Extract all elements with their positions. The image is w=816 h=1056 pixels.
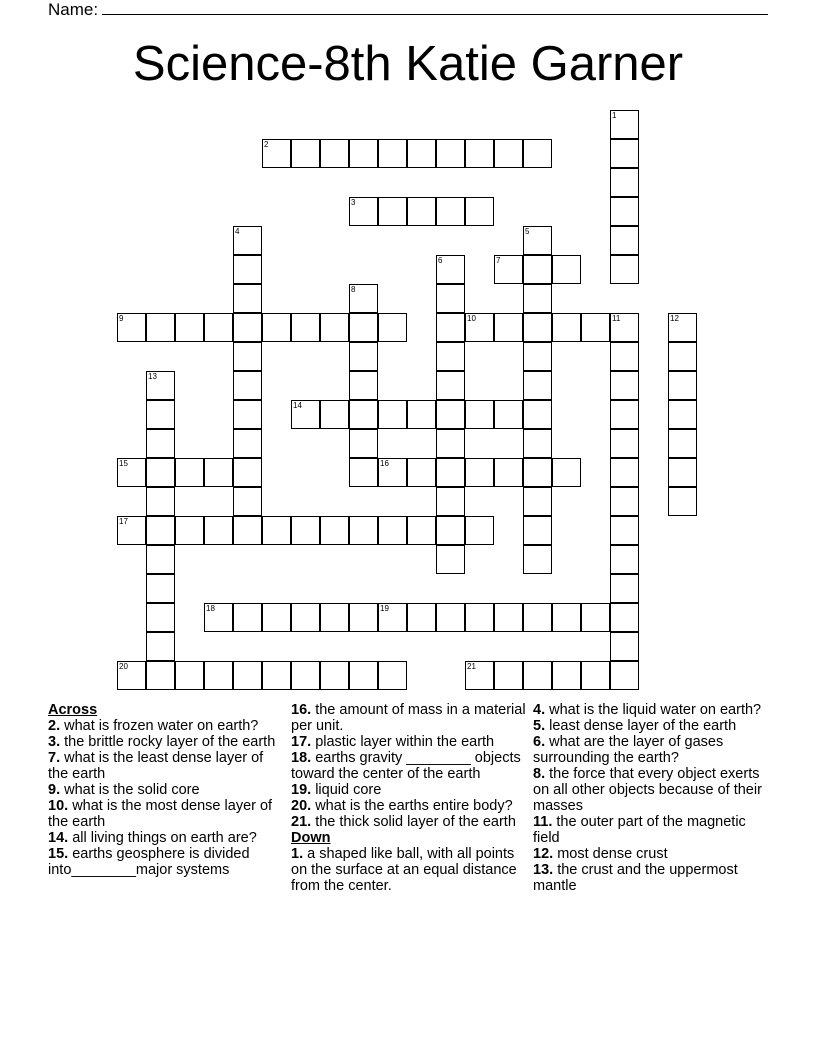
- cell-number: 16: [380, 459, 389, 468]
- crossword-cell[interactable]: [117, 313, 146, 342]
- cell-number: 8: [351, 285, 356, 294]
- crossword-cell[interactable]: [523, 545, 552, 574]
- clue-number: 14.: [48, 830, 69, 846]
- down-clue: [533, 846, 769, 862]
- crossword-cell[interactable]: [349, 371, 378, 400]
- crossword-cell[interactable]: [523, 603, 552, 632]
- cell-number: 3: [351, 198, 356, 207]
- across-clue: [48, 734, 284, 750]
- cell-number: 6: [438, 256, 443, 265]
- clue-number: 10.: [48, 798, 69, 814]
- crossword-cell[interactable]: [117, 458, 146, 487]
- crossword-cell[interactable]: [610, 255, 639, 284]
- crossword-cell[interactable]: [610, 458, 639, 487]
- crossword-cell[interactable]: [552, 313, 581, 342]
- crossword-cell[interactable]: [436, 284, 465, 313]
- clue-column-2: [291, 702, 527, 894]
- clue-text: what are the layer of gases surrounding the earth?: [533, 734, 724, 766]
- crossword-cell[interactable]: [523, 458, 552, 487]
- crossword-cell[interactable]: [581, 313, 610, 342]
- down-clue: [533, 862, 769, 894]
- clue-text: the crust and the uppermost mantle: [533, 862, 738, 894]
- crossword-cell[interactable]: [117, 516, 146, 545]
- crossword-cell[interactable]: [291, 313, 320, 342]
- clue-text: all living things on earth are?: [68, 830, 257, 846]
- clue-column-3: [533, 702, 769, 894]
- crossword-cell[interactable]: [146, 574, 175, 603]
- across-clue: [291, 798, 527, 814]
- down-clue: [533, 702, 769, 718]
- crossword-cell[interactable]: [407, 139, 436, 168]
- clue-number: 19.: [291, 782, 312, 798]
- crossword-cell[interactable]: [233, 603, 262, 632]
- crossword-cell[interactable]: [320, 661, 349, 690]
- crossword-cell[interactable]: [523, 255, 552, 284]
- crossword-cell[interactable]: [233, 342, 262, 371]
- crossword-cell[interactable]: [494, 458, 523, 487]
- clue-text: most dense crust: [553, 846, 668, 862]
- crossword-cell[interactable]: [523, 400, 552, 429]
- crossword-cell[interactable]: [117, 661, 146, 690]
- down-clue: [291, 846, 527, 894]
- crossword-cell[interactable]: [233, 226, 262, 255]
- crossword-cell[interactable]: [552, 255, 581, 284]
- across-clue: [48, 718, 284, 734]
- crossword-cell[interactable]: [291, 139, 320, 168]
- crossword-cell[interactable]: [349, 139, 378, 168]
- crossword-cell[interactable]: [610, 545, 639, 574]
- crossword-cell[interactable]: [610, 139, 639, 168]
- crossword-cell[interactable]: [291, 661, 320, 690]
- crossword-cell[interactable]: [494, 255, 523, 284]
- crossword-cell[interactable]: [291, 400, 320, 429]
- crossword-cell[interactable]: [146, 661, 175, 690]
- crossword-cell[interactable]: [610, 226, 639, 255]
- clue-text: earths geosphere is divided into________major systems: [48, 846, 250, 878]
- clue-text: the brittle rocky layer of the earth: [60, 734, 276, 750]
- crossword-cell[interactable]: [610, 313, 639, 342]
- clue-number: 17.: [291, 734, 312, 750]
- cell-number: 11: [612, 314, 621, 323]
- crossword-cell[interactable]: [233, 516, 262, 545]
- clue-number: 9.: [48, 782, 61, 798]
- crossword-cell[interactable]: [349, 516, 378, 545]
- crossword-cell[interactable]: [668, 429, 697, 458]
- crossword-cell[interactable]: [436, 458, 465, 487]
- clue-number: 20.: [291, 798, 312, 814]
- down-clue: [533, 766, 769, 814]
- across-heading: Across: [48, 702, 98, 718]
- clue-text: what is the earths entire body?: [311, 798, 513, 814]
- clue-number: 8.: [533, 766, 546, 782]
- crossword-cell[interactable]: [291, 603, 320, 632]
- crossword-cell[interactable]: [523, 487, 552, 516]
- across-clue: [48, 782, 284, 798]
- cell-number: 9: [119, 314, 124, 323]
- crossword-cell[interactable]: [523, 371, 552, 400]
- crossword-cell[interactable]: [175, 516, 204, 545]
- crossword-cell[interactable]: [581, 661, 610, 690]
- clue-number: 15.: [48, 846, 69, 862]
- crossword-cell[interactable]: [436, 429, 465, 458]
- across-clue: [291, 782, 527, 798]
- crossword-cell[interactable]: [465, 313, 494, 342]
- crossword-cell[interactable]: [668, 313, 697, 342]
- crossword-cell[interactable]: [262, 139, 291, 168]
- crossword-cell[interactable]: [523, 429, 552, 458]
- crossword-cell[interactable]: [262, 516, 291, 545]
- clue-number: 6.: [533, 734, 546, 750]
- crossword-cell[interactable]: [204, 603, 233, 632]
- crossword-cell[interactable]: [494, 313, 523, 342]
- crossword-cell[interactable]: [349, 400, 378, 429]
- crossword-cell[interactable]: [320, 603, 349, 632]
- clue-number: 16.: [291, 702, 312, 718]
- cell-number: 21: [467, 662, 476, 671]
- crossword-cell[interactable]: [378, 400, 407, 429]
- crossword-cell[interactable]: [349, 603, 378, 632]
- clue-text: what is the solid core: [60, 782, 200, 798]
- crossword-cell[interactable]: [436, 371, 465, 400]
- crossword-cell[interactable]: [668, 400, 697, 429]
- crossword-cell[interactable]: [610, 487, 639, 516]
- crossword-cell[interactable]: [523, 516, 552, 545]
- across-clue: [291, 734, 527, 750]
- clue-number: 5.: [533, 718, 546, 734]
- clue-text: what is the least dense layer of the earth: [48, 750, 264, 782]
- crossword-cell[interactable]: [552, 458, 581, 487]
- crossword-cell[interactable]: [668, 487, 697, 516]
- clue-text: liquid core: [311, 782, 382, 798]
- crossword-cell[interactable]: [233, 661, 262, 690]
- page-title: Science-8th Katie Garner: [132, 37, 684, 91]
- clue-text: what is frozen water on earth?: [60, 718, 259, 734]
- clue-text: least dense layer of the earth: [545, 718, 737, 734]
- crossword-cell[interactable]: [146, 632, 175, 661]
- crossword-cell[interactable]: [523, 284, 552, 313]
- cell-number: 10: [467, 314, 476, 323]
- crossword-cell[interactable]: [668, 371, 697, 400]
- crossword-cell[interactable]: [494, 400, 523, 429]
- across-clue: [48, 830, 284, 846]
- crossword-cell[interactable]: [175, 313, 204, 342]
- crossword-cell[interactable]: [378, 197, 407, 226]
- crossword-cell[interactable]: [349, 342, 378, 371]
- crossword-cell[interactable]: [262, 661, 291, 690]
- clue-text: earths gravity ________ objects toward the center of the earth: [291, 750, 521, 782]
- down-clue: [533, 734, 769, 766]
- crossword-cell[interactable]: [233, 371, 262, 400]
- crossword-cell[interactable]: [378, 139, 407, 168]
- clue-text: the force that every object exerts on all other objects because of their masses: [533, 766, 762, 814]
- crossword-cell[interactable]: [436, 313, 465, 342]
- crossword-cell[interactable]: [378, 603, 407, 632]
- crossword-cell[interactable]: [465, 516, 494, 545]
- clue-column-1: [48, 702, 284, 878]
- crossword-cell[interactable]: [610, 110, 639, 139]
- crossword-cell[interactable]: [407, 197, 436, 226]
- crossword-cell[interactable]: [494, 139, 523, 168]
- clue-text: plastic layer within the earth: [311, 734, 495, 750]
- crossword-cell[interactable]: [233, 400, 262, 429]
- cell-number: 5: [525, 227, 530, 236]
- clue-number: 7.: [48, 750, 61, 766]
- cell-number: 4: [235, 227, 240, 236]
- crossword-cell[interactable]: [320, 313, 349, 342]
- crossword-cell[interactable]: [378, 313, 407, 342]
- cell-number: 7: [496, 256, 501, 265]
- crossword-cell[interactable]: [610, 661, 639, 690]
- crossword-cell[interactable]: [349, 197, 378, 226]
- down-heading: Down: [291, 830, 331, 846]
- crossword-cell[interactable]: [610, 632, 639, 661]
- crossword-cell[interactable]: [465, 139, 494, 168]
- down-clue: [533, 814, 769, 846]
- crossword-cell[interactable]: [320, 516, 349, 545]
- crossword-cell[interactable]: [175, 458, 204, 487]
- crossword-cell[interactable]: [146, 487, 175, 516]
- across-clue: [291, 814, 527, 830]
- crossword-cell[interactable]: [436, 197, 465, 226]
- crossword-cell[interactable]: [407, 458, 436, 487]
- crossword-cell[interactable]: [610, 574, 639, 603]
- crossword-cell[interactable]: [523, 139, 552, 168]
- crossword-cell[interactable]: [262, 603, 291, 632]
- clue-text: a shaped like ball, with all points on the surface at an equal distance from the center.: [291, 846, 517, 894]
- crossword-cell[interactable]: [610, 516, 639, 545]
- crossword-cell[interactable]: [523, 342, 552, 371]
- crossword-cell[interactable]: [146, 371, 175, 400]
- cell-number: 1: [612, 111, 617, 120]
- clue-text: the amount of mass in a material per unit.: [291, 702, 526, 734]
- crossword-cell[interactable]: [436, 139, 465, 168]
- crossword-cell[interactable]: [465, 458, 494, 487]
- crossword-cell[interactable]: [610, 429, 639, 458]
- crossword-cell[interactable]: [494, 661, 523, 690]
- cell-number: 13: [148, 372, 157, 381]
- crossword-cell[interactable]: [552, 661, 581, 690]
- crossword-cell[interactable]: [146, 545, 175, 574]
- clue-number: 1.: [291, 846, 304, 862]
- crossword-cell[interactable]: [233, 458, 262, 487]
- crossword-cell[interactable]: [349, 284, 378, 313]
- clue-number: 13.: [533, 862, 554, 878]
- crossword-cell[interactable]: [233, 284, 262, 313]
- crossword-cell[interactable]: [233, 255, 262, 284]
- crossword-cell[interactable]: [204, 661, 233, 690]
- crossword-cell[interactable]: [204, 458, 233, 487]
- clue-number: 3.: [48, 734, 61, 750]
- crossword-cell[interactable]: [146, 603, 175, 632]
- crossword-cell[interactable]: [233, 429, 262, 458]
- crossword-cell[interactable]: [233, 313, 262, 342]
- cell-number: 19: [380, 604, 389, 613]
- crossword-cell[interactable]: [146, 458, 175, 487]
- crossword-cell[interactable]: [349, 313, 378, 342]
- crossword-cell[interactable]: [407, 400, 436, 429]
- crossword-cell[interactable]: [146, 400, 175, 429]
- crossword-cell[interactable]: [465, 661, 494, 690]
- crossword-cell[interactable]: [291, 516, 320, 545]
- across-clue: [48, 750, 284, 782]
- crossword-cell[interactable]: [523, 661, 552, 690]
- crossword-cell[interactable]: [146, 429, 175, 458]
- crossword-cell[interactable]: [175, 661, 204, 690]
- crossword-cell[interactable]: [465, 603, 494, 632]
- crossword-cell[interactable]: [610, 168, 639, 197]
- crossword-cell[interactable]: [320, 139, 349, 168]
- crossword-cell[interactable]: [436, 255, 465, 284]
- crossword-cell[interactable]: [610, 400, 639, 429]
- crossword-cell[interactable]: [378, 458, 407, 487]
- crossword-cell[interactable]: [436, 516, 465, 545]
- crossword-cell[interactable]: [436, 487, 465, 516]
- clue-number: 21.: [291, 814, 312, 830]
- crossword-cell[interactable]: [378, 516, 407, 545]
- crossword-cell[interactable]: [146, 516, 175, 545]
- crossword-cell[interactable]: [523, 313, 552, 342]
- clue-number: 2.: [48, 718, 61, 734]
- crossword-cell[interactable]: [436, 342, 465, 371]
- cell-number: 15: [119, 459, 128, 468]
- crossword-cell[interactable]: [436, 603, 465, 632]
- crossword-cell[interactable]: [349, 429, 378, 458]
- crossword-cell[interactable]: [610, 197, 639, 226]
- name-label: Name:: [48, 0, 99, 19]
- crossword-cell[interactable]: [436, 400, 465, 429]
- cell-number: 18: [206, 604, 215, 613]
- crossword-cell[interactable]: [610, 342, 639, 371]
- across-clue: [291, 750, 527, 782]
- down-clue: [533, 718, 769, 734]
- crossword-cell[interactable]: [204, 516, 233, 545]
- crossword-cell[interactable]: [349, 458, 378, 487]
- cell-number: 14: [293, 401, 302, 410]
- cell-number: 2: [264, 140, 269, 149]
- crossword-cell[interactable]: [262, 313, 291, 342]
- crossword-cell[interactable]: [407, 516, 436, 545]
- crossword-cell[interactable]: [494, 603, 523, 632]
- clue-text: the thick solid layer of the earth: [311, 814, 516, 830]
- across-clue: [291, 702, 527, 734]
- crossword-cell[interactable]: [465, 400, 494, 429]
- crossword-cell[interactable]: [407, 603, 436, 632]
- crossword-cell[interactable]: [668, 458, 697, 487]
- across-clue: [48, 846, 284, 878]
- crossword-cell[interactable]: [146, 313, 175, 342]
- cell-number: 20: [119, 662, 128, 671]
- crossword-cell[interactable]: [436, 545, 465, 574]
- crossword-cell[interactable]: [552, 603, 581, 632]
- clue-number: 12.: [533, 846, 554, 862]
- crossword-cell[interactable]: [610, 371, 639, 400]
- clue-text: the outer part of the magnetic field: [533, 814, 746, 846]
- crossword-cell[interactable]: [465, 197, 494, 226]
- crossword-cell[interactable]: [204, 313, 233, 342]
- cell-number: 12: [670, 314, 679, 323]
- crossword-cell[interactable]: [610, 603, 639, 632]
- crossword-cell[interactable]: [320, 400, 349, 429]
- crossword-cell[interactable]: [233, 487, 262, 516]
- crossword-cell[interactable]: [523, 226, 552, 255]
- crossword-cell[interactable]: [378, 661, 407, 690]
- clue-number: 4.: [533, 702, 546, 718]
- across-clue: [48, 798, 284, 830]
- crossword-cell[interactable]: [349, 661, 378, 690]
- crossword-cell[interactable]: [581, 603, 610, 632]
- clue-number: 18.: [291, 750, 312, 766]
- clue-text: what is the most dense layer of the earth: [48, 798, 273, 830]
- clue-number: 11.: [533, 814, 553, 830]
- crossword-cell[interactable]: [668, 342, 697, 371]
- clue-text: what is the liquid water on earth?: [545, 702, 762, 718]
- cell-number: 17: [119, 517, 128, 526]
